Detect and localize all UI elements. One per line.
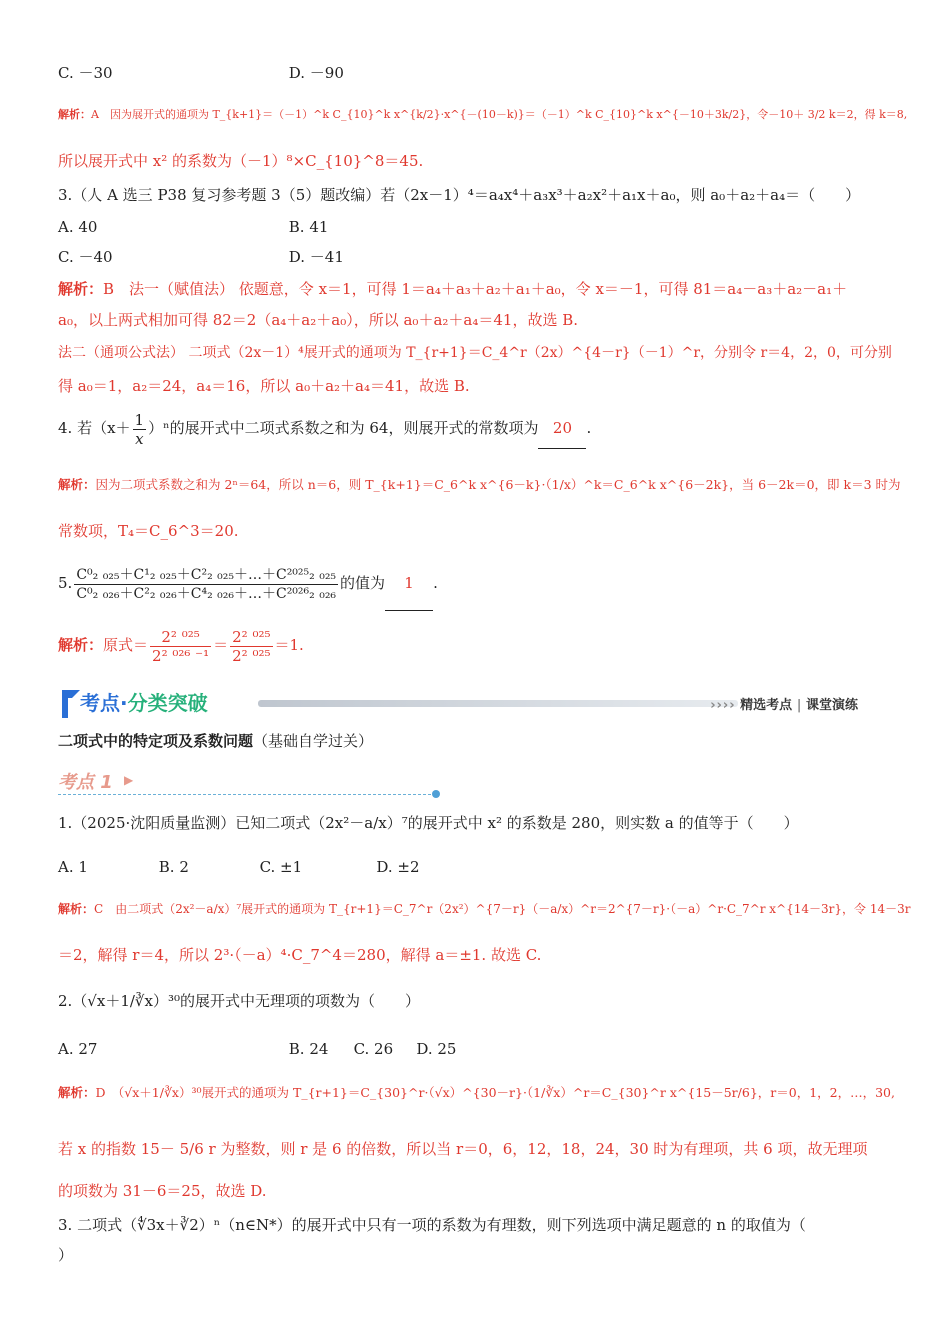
solution-text: 原式＝ [103,636,149,654]
solution-p2-line3: 的项数为 31－6＝25，故选 D. [58,1182,267,1200]
solution-text: A 因为展开式的通项为 T_{k+1}＝（－1）^k C_{10}^k x^{k/2}·x^{－(10－k)}＝（－1）^k C_{10}^k x^{－10＋3k/2}，令－10＋ 3/2 k＝2，得 k＝8, [91,108,908,121]
banner-arrows-icon: ›››› [710,698,736,713]
solution-prev-line1 [58,104,910,126]
fraction-1 [150,628,211,665]
solution-end: ＝1. [274,636,304,654]
question-5-stem [58,556,910,611]
solution-text: C 由二项式（2x²－a/x）⁷展开式的通项为 T_{r+1}＝C_7^r（2x²）^{7－r}（－a/x）^r＝2^{7－r}·（－a）^r·C_7^r x^{14－3r}，令 14－3r [94,902,911,916]
option-a: A. 27 [58,1040,98,1058]
knowledge-point-label: 考点 1 [58,772,113,793]
practice-2-options [58,1038,910,1060]
question-3-stem: 3.（人 A 选三 P38 复习参考题 3（5）题改编）若（2x－1）⁴＝a₄x⁴＋a₃x³＋a₂x²＋a₁x＋a₀，则 a₀＋a₂＋a₄＝（ ） [58,186,861,204]
banner-title [58,688,220,718]
practice-3-stem: 3. 二项式（∜3x＋∛2）ⁿ（n∈N*）的展开式中只有一项的系数为有理数，则下列选项中满足题意的 n 的取值为（ [58,1216,806,1234]
solution-prev-line2: 所以展开式中 x² 的系数为（－1）⁸×C_{10}^8＝45. [58,152,424,170]
solution-4-line2: 常数项，T₄＝C_6^3＝20. [58,522,239,540]
solution-p1-line2: ＝2，解得 r＝4，所以 2³·（－a）⁴·C_7^4＝280，解得 a＝±1. 故选 C. [58,946,542,964]
question-5-post: 的值为 [340,574,386,592]
solution-3-line3: 法二（通项公式法） 二项式（2x－1）⁴展开式的通项为 T_{r+1}＝C_4^r（2x）^{4－r}（－1）^r，分别令 r＝4，2，0，可分别 [58,345,892,361]
practice-2-stem: 2.（√x＋1/∛x）³⁰的展开式中无理项的项数为（ ） [58,992,420,1010]
practice-1-options [58,856,910,878]
option-c: C. －40 [58,248,113,266]
period: . [433,574,438,592]
solution-p2-line2: 若 x 的指数 15－ 5/6 r 为整数，则 r 是 6 的倍数，所以当 r＝0，6，12，18，24，30 时为有理项，共 6 项，故无理项 [58,1140,868,1158]
option-b: B. 2 [158,858,189,876]
solution-label: 解析： [58,108,91,121]
option-d: D. －90 [288,64,344,82]
option-b: B. 41 [288,218,329,236]
solution-text: B 法一（赋值法） 依题意，令 x＝1，可得 1＝a₄＋a₃＋a₂＋a₁＋a₀，令 x＝－1，可得 81＝a₄－a₃＋a₂－a₁＋ [103,280,848,298]
banner-title-part2: 分类突破 [127,691,208,715]
option-b: B. 24 [288,1040,329,1058]
solution-text: 因为二项式系数之和为 2ⁿ＝64，所以 n＝6，则 T_{k+1}＝C_6^k x^{6－k}·（1/x）^k＝C_6^k x^{6－2k}，当 6－2k＝0，即 k＝3 时为 [95,477,901,492]
topic-note: （基础自学过关） [253,732,374,750]
period: . [586,419,592,437]
fraction-numerator: 2² ⁰²⁵ [232,627,271,646]
fraction-numerator: 2² ⁰²⁵ [150,628,211,647]
play-arrow-icon: ▶ [124,773,134,787]
solution-text: D （√x＋1/∛x）³⁰展开式的通项为 T_{r+1}＝C_{30}^r·（√x）^{30－r}·（1/∛x）^r＝C_{30}^r x^{15－5r/6}，r＝0，1，2，…，30, [95,1085,895,1100]
fraction-denominator: 2² ⁰²⁵ [232,646,271,665]
option-c: C. ±1 [259,858,303,876]
question-4-post: ）ⁿ的展开式中二项式系数之和为 64，则展开式的常数项为 [148,419,539,437]
option-d: D. ±2 [376,858,420,876]
practice-1-stem: 1.（2025·沈阳质量监测）已知二项式（2x²－a/x）⁷的展开式中 x² 的系数是 280，则实数 a 的值等于（ ） [58,814,799,832]
solution-5: 解析：原式＝ $\frac{\text{2² ⁰²⁵}}{\text{2² ⁰²⁶ ⁻¹}}$ ＝ $\frac{\text{2² ⁰²⁵}}{\text{2² ⁰²⁵}}$ ＝1. [58,627,304,665]
option-d: D. 25 [416,1040,457,1058]
option-d: D. －41 [288,248,344,266]
fraction-denominator: C⁰₂ ₀₂₆＋C²₂ ₀₂₆＋C⁴₂ ₀₂₆＋…＋C²⁰²⁶₂ ₀₂₆ [76,585,337,602]
option-c: C. －30 [58,64,113,82]
option-a: A. 1 [58,858,88,876]
solution-3-line4: 得 a₀＝1，a₂＝24，a₄＝16，所以 a₀＋a₂＋a₄＝41，故选 B. [58,377,470,395]
solution-p2-line1 [58,1082,910,1104]
banner-right-text2: 课堂演练 [805,698,858,713]
badge-divider [58,794,436,795]
solution-p1-line1 [58,898,910,920]
badge-dot-icon [432,790,440,798]
option-a: A. 40 [58,218,98,236]
solution-label: 解析： [58,280,104,298]
fraction-denominator: 2² ⁰²⁶ ⁻¹ [152,646,210,665]
banner-divider [258,700,738,707]
topic-title: 二项式中的特定项及系数问题 [58,732,254,750]
banner-right-text1: 精选考点 [740,698,793,713]
fraction-2 [230,628,272,665]
answer-blank: 20 [538,408,586,449]
section-banner [58,688,858,724]
solution-3-line2: a₀，以上两式相加可得 82＝2（a₄＋a₂＋a₀），所以 a₀＋a₂＋a₄＝41，故选 B. [58,311,579,329]
question-4-pre: 4. 若（x＋ [58,419,131,437]
knowledge-point-badge [58,768,438,798]
question-4-stem [58,408,910,449]
question-number: 5. [58,574,73,592]
solution-4-line1 [58,474,910,496]
solution-label: 解析： [58,636,104,654]
fraction-numerator: C⁰₂ ₀₂₅＋C¹₂ ₀₂₅＋C²₂ ₀₂₅＋…＋C²⁰²⁵₂ ₀₂₅ [76,566,337,583]
solution-label: 解析： [58,1085,96,1100]
topic-heading [58,730,910,752]
banner-right-label [710,694,858,713]
question-3-options-ab [58,216,910,238]
banner-separator: | [796,698,802,713]
option-c: C. 26 [353,1040,394,1058]
banner-title-part1: 考点· [80,691,128,715]
fraction-one-over-x: $\frac{1}{x}$ [134,410,145,448]
solution-label: 解析： [58,902,95,916]
solution-label: 解析： [58,477,96,492]
question-5-fraction [74,566,338,603]
question-3-options-cd [58,246,910,268]
solution-3-line1 [58,278,910,300]
answer-blank: 1 [385,556,433,611]
prev-options-row [58,62,910,84]
practice-3-stem-line2: ） [58,1246,74,1264]
